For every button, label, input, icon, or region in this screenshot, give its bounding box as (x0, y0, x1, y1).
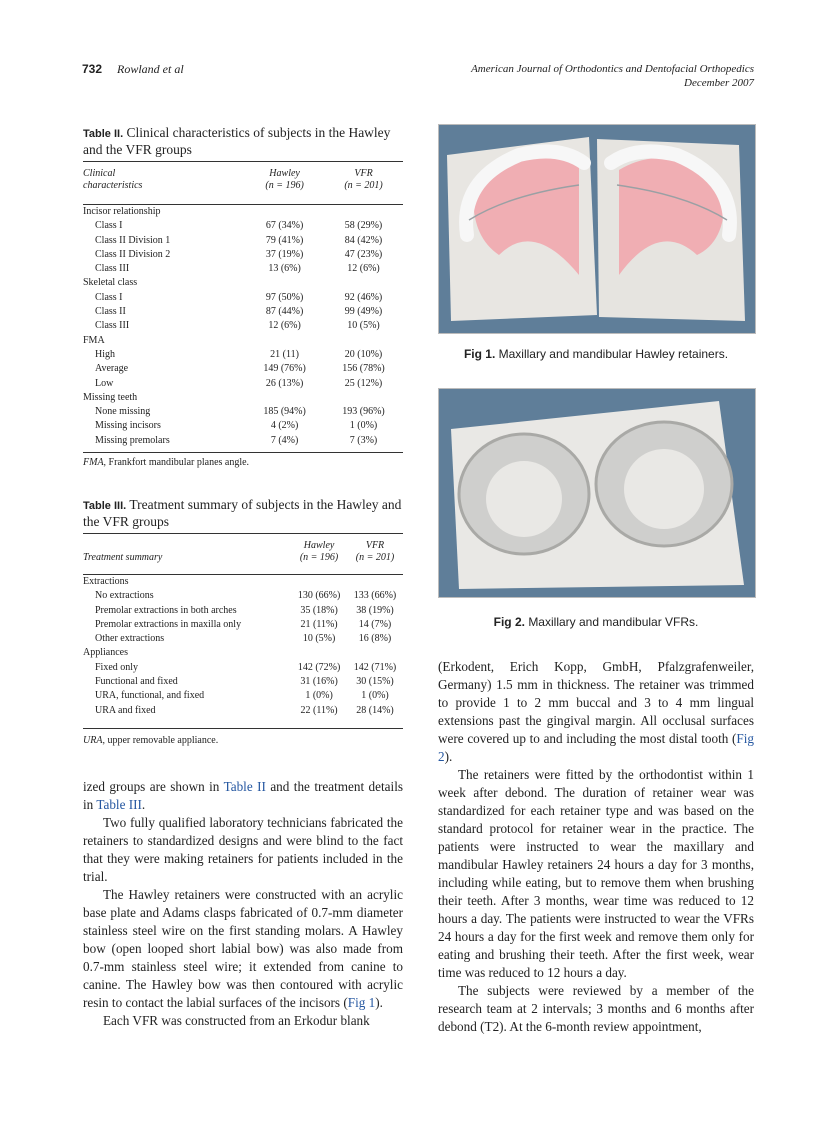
table-3-vfr-value: 16 (8%) (358, 633, 392, 645)
table-3-row-label: Appliances (83, 647, 128, 659)
table-3-row-label: Premolar extractions in maxilla only (95, 618, 242, 630)
table-3-row-label: Premolar extractions in both arches (95, 604, 237, 616)
table-2-vfr-value (324, 205, 403, 220)
table-3-grid (83, 533, 403, 718)
table-2-vfr-value: 84 (42%) (344, 234, 383, 246)
journal-header (414, 62, 754, 90)
paragraph-review: The subjects were reviewed by a member of the research team at 2 intervals; 3 months and 6 months after debond (T2). At the 6-month review appointment, (438, 983, 754, 1034)
table-2-hawley-value (245, 276, 324, 290)
table-2-label: Table II. (83, 128, 124, 140)
figure-2-text: Maxillary and mandibular VFRs. (528, 615, 699, 629)
table-2-row-label: Skeletal class (83, 277, 138, 289)
journal-name: American Journal of Orthodontics and Dentofacial Orthopedics (471, 63, 754, 75)
table-2-row (83, 262, 403, 276)
table-3-vfr-value: 30 (15%) (356, 676, 394, 688)
figure-2-label: Fig 2. (493, 615, 525, 629)
paragraph-table-reference: ized groups are shown in Table II and the treatment details in Table III. (83, 779, 403, 812)
table-3 (83, 497, 403, 746)
table-3-vfr-value (347, 575, 403, 590)
table-2-vfr-value: 12 (6%) (347, 263, 380, 275)
table-3-hawley-value: 142 (72%) (297, 661, 341, 673)
table-2-vfr-value: 20 (10%) (344, 348, 383, 360)
table-2-vfr-value (324, 276, 403, 290)
journal-date: December 2007 (684, 77, 754, 89)
left-body-text (83, 778, 403, 1030)
table-2-hawley-value (245, 205, 324, 220)
table-2-vfr-value: 193 (96%) (342, 406, 385, 418)
table-3-title: Treatment summary of subjects in the Hawley and the VFR groups (83, 497, 402, 529)
table-2-row-label: None missing (95, 406, 151, 418)
table-3-row-label: URA, functional, and fixed (95, 690, 205, 702)
table-2-vfr-value: 10 (5%) (347, 320, 380, 332)
table-2-row-label: Class I (95, 291, 123, 303)
table-2-row-label: Incisor relationship (83, 206, 161, 217)
table-2-row-label: Low (95, 377, 114, 389)
table-2-row (83, 219, 403, 233)
table-2-col-characteristics: Clinical characteristics (83, 168, 143, 191)
table-3-row (83, 589, 403, 603)
table-3-row-label: Fixed only (95, 661, 139, 673)
table-3-hawley-value (291, 575, 347, 590)
table-2-vfr-value: 25 (12%) (344, 377, 383, 389)
table-3-footnote: URA, upper removable appliance. (83, 728, 403, 746)
running-author: Rowland et al (117, 62, 184, 76)
table-2-vfr-value: 99 (49%) (344, 306, 383, 318)
table-3-row (83, 646, 403, 660)
figure-2-caption (438, 615, 754, 629)
table-2-row (83, 334, 403, 348)
table-3-row (83, 689, 403, 703)
table-2-vfr-value: 47 (23%) (344, 248, 383, 260)
table-2-caption (83, 125, 403, 158)
table-2-hawley-value: 12 (6%) (268, 320, 301, 332)
table-3-label: Table III. (83, 500, 127, 512)
table-2-grid (83, 161, 403, 448)
table-3-vfr-value: 1 (0%) (361, 690, 389, 702)
table-3-row (83, 604, 403, 618)
link-table-3[interactable]: Table III (96, 797, 142, 812)
table-3-row-label: No extractions (95, 590, 154, 602)
table-2-row (83, 391, 403, 405)
table-2-hawley-value: 79 (41%) (265, 234, 304, 246)
table-3-vfr-value (347, 646, 403, 660)
table-2-col-hawley: Hawley (n = 196) (265, 168, 304, 191)
figure-1-text: Maxillary and mandibular Hawley retainers. (498, 347, 729, 361)
table-2-vfr-value (324, 334, 403, 348)
table-3-vfr-value: 133 (66%) (353, 590, 397, 602)
table-2-vfr-value: 58 (29%) (344, 220, 383, 232)
table-2-vfr-value (324, 391, 403, 405)
table-2-row-label: High (95, 348, 115, 360)
table-3-row (83, 575, 403, 590)
figure-1-image (438, 124, 756, 334)
table-2-row-label: Class II (95, 306, 126, 318)
table-3-row-label: Extractions (83, 576, 129, 587)
table-2-row-label: Class I (95, 220, 123, 232)
table-2-row-label: Missing incisors (95, 420, 161, 432)
right-body-text (438, 658, 754, 1036)
paragraph-erkodent: (Erkodent, Erich Kopp, GmbH, Pfalzgrafenweiler, Germany) 1.5 mm in thickness. The retainer was trimmed to provide 1 to 2 mm buccal and 3 to 4 mm lingual extensions past the gingival margin. All occlusal surfaces were covered up to and including the most distal tooth (Fig 2). (438, 659, 754, 764)
link-fig-1[interactable]: Fig 1 (347, 995, 376, 1010)
table-2-hawley-value: 97 (50%) (265, 291, 304, 303)
table-2-row-label: Class III (95, 320, 130, 332)
table-2-hawley-value: 87 (44%) (265, 306, 304, 318)
table-2-hawley-value: 149 (76%) (263, 363, 306, 375)
table-3-hawley-value: 22 (11%) (300, 704, 338, 716)
table-2-row (83, 234, 403, 248)
table-3-row (83, 632, 403, 646)
table-2-row-label: Missing premolars (95, 434, 170, 446)
table-3-hawley-value: 21 (11%) (300, 618, 338, 630)
table-2-hawley-value: 26 (13%) (265, 377, 304, 389)
table-3-col-hawley: Hawley (n = 196) (299, 540, 339, 563)
table-3-col-vfr: VFR (n = 201) (355, 540, 395, 563)
table-2-row (83, 291, 403, 305)
figure-2-image (438, 388, 756, 598)
table-2-row-label: Class III (95, 263, 130, 275)
table-3-col-summary: Treatment summary (83, 552, 163, 563)
table-2-hawley-value: 37 (19%) (265, 248, 304, 260)
link-table-2[interactable]: Table II (223, 779, 266, 794)
table-2-row (83, 248, 403, 262)
hawley-retainers-illustration (439, 125, 755, 333)
table-2-row-label: FMA (83, 334, 105, 346)
table-3-row (83, 675, 403, 689)
table-2-hawley-value: 21 (11) (270, 348, 299, 360)
table-2-row (83, 362, 403, 376)
figure-1-label: Fig 1. (463, 347, 496, 361)
table-2-hawley-value (245, 334, 324, 348)
paragraph-technicians: Two fully qualified laboratory technicians fabricated the retainers to standardized designs and were blind to the fact that they were making retainers for patients included in the trial. (83, 815, 403, 884)
table-2-row (83, 377, 403, 391)
table-2-title: Clinical characteristics of subjects in the Hawley and the VFR groups (83, 125, 391, 157)
table-2-vfr-value: 156 (78%) (342, 363, 385, 375)
table-3-row (83, 618, 403, 632)
table-2-footnote: FMA, Frankfort mandibular planes angle. (83, 452, 403, 468)
table-2-hawley-value: 7 (4%) (270, 434, 299, 446)
table-3-row (83, 704, 403, 718)
table-3-vfr-value: 14 (7%) (358, 618, 392, 630)
table-2-vfr-value: 1 (0%) (349, 420, 378, 432)
table-3-row-label: Other extractions (95, 633, 165, 645)
link-fig-2[interactable]: Fig 2 (438, 731, 754, 764)
table-2-vfr-value: 7 (3%) (349, 434, 378, 446)
paragraph-vfr-construction: Each VFR was constructed from an Erkodur blank (103, 1013, 370, 1028)
table-2-hawley-value (245, 391, 324, 405)
table-2-row (83, 305, 403, 319)
paragraph-retainer-fitting: The retainers were fitted by the orthodontist within 1 week after debond. The duration of retainer wear was standardized for each retainer type and was based on the standard protocol for retainer wear in the practice. The patients were instructed to wear the maxillary and mandibular Hawley retainers 24 hours a day for 3 months, including while eating, but to remove them when brushing their teeth. After 3 months, wear time was reduced to 12 hours a day. The patients were instructed to wear the VFRs 24 hours a day for the first week and remove them only for eating and brushing their teeth. After the first week, wear time was reduced to 12 hours a day. (438, 767, 754, 980)
table-2-hawley-value: 185 (94%) (263, 406, 306, 418)
table-2-col-vfr: VFR (n = 201) (344, 168, 383, 191)
table-2-row (83, 348, 403, 362)
table-2 (83, 125, 403, 468)
table-3-hawley-value: 1 (0%) (305, 690, 333, 702)
table-2-row (83, 419, 403, 433)
vfr-retainers-illustration (439, 389, 755, 597)
table-3-vfr-value: 142 (71%) (353, 661, 397, 673)
paragraph-hawley-construction: The Hawley retainers were constructed with an acrylic base plate and Adams clasps fabricated of 0.7-mm diameter stainless steel wire on the first standing molars. A Hawley bow (open looped short labial bow) was also made from 0.7-mm stainless steel wire; it extended from canine to canine. The Hawley bow was then contoured with acrylic resin to contact the labial surfaces of the incisors (Fig 1). (83, 887, 403, 1010)
table-2-hawley-value: 67 (34%) (265, 220, 304, 232)
table-3-vfr-value: 38 (19%) (356, 604, 394, 616)
table-2-row-label: Missing teeth (83, 391, 138, 403)
table-3-hawley-value: 130 (66%) (297, 590, 341, 602)
figure-1-caption (438, 347, 754, 361)
page-number: 732 (82, 62, 103, 76)
table-2-hawley-value: 13 (6%) (268, 263, 301, 275)
table-3-row-label: URA and fixed (95, 704, 156, 716)
table-3-vfr-value: 28 (14%) (356, 704, 394, 716)
table-2-row-label: Class II Division 1 (95, 234, 171, 246)
table-3-hawley-value: 31 (16%) (300, 676, 338, 688)
table-3-row-label: Functional and fixed (95, 676, 178, 688)
table-2-row (83, 205, 403, 220)
table-2-hawley-value: 4 (2%) (270, 420, 299, 432)
table-2-row-label: Average (95, 363, 129, 375)
table-2-row (83, 405, 403, 419)
table-3-row (83, 661, 403, 675)
table-2-row (83, 276, 403, 290)
table-2-row (83, 434, 403, 448)
table-3-hawley-value: 10 (5%) (302, 633, 336, 645)
table-3-hawley-value: 35 (18%) (300, 604, 338, 616)
table-3-hawley-value (291, 646, 347, 660)
table-2-row-label: Class II Division 2 (95, 248, 171, 260)
table-2-vfr-value: 92 (46%) (344, 291, 383, 303)
table-3-caption (83, 497, 403, 530)
table-2-row (83, 319, 403, 333)
